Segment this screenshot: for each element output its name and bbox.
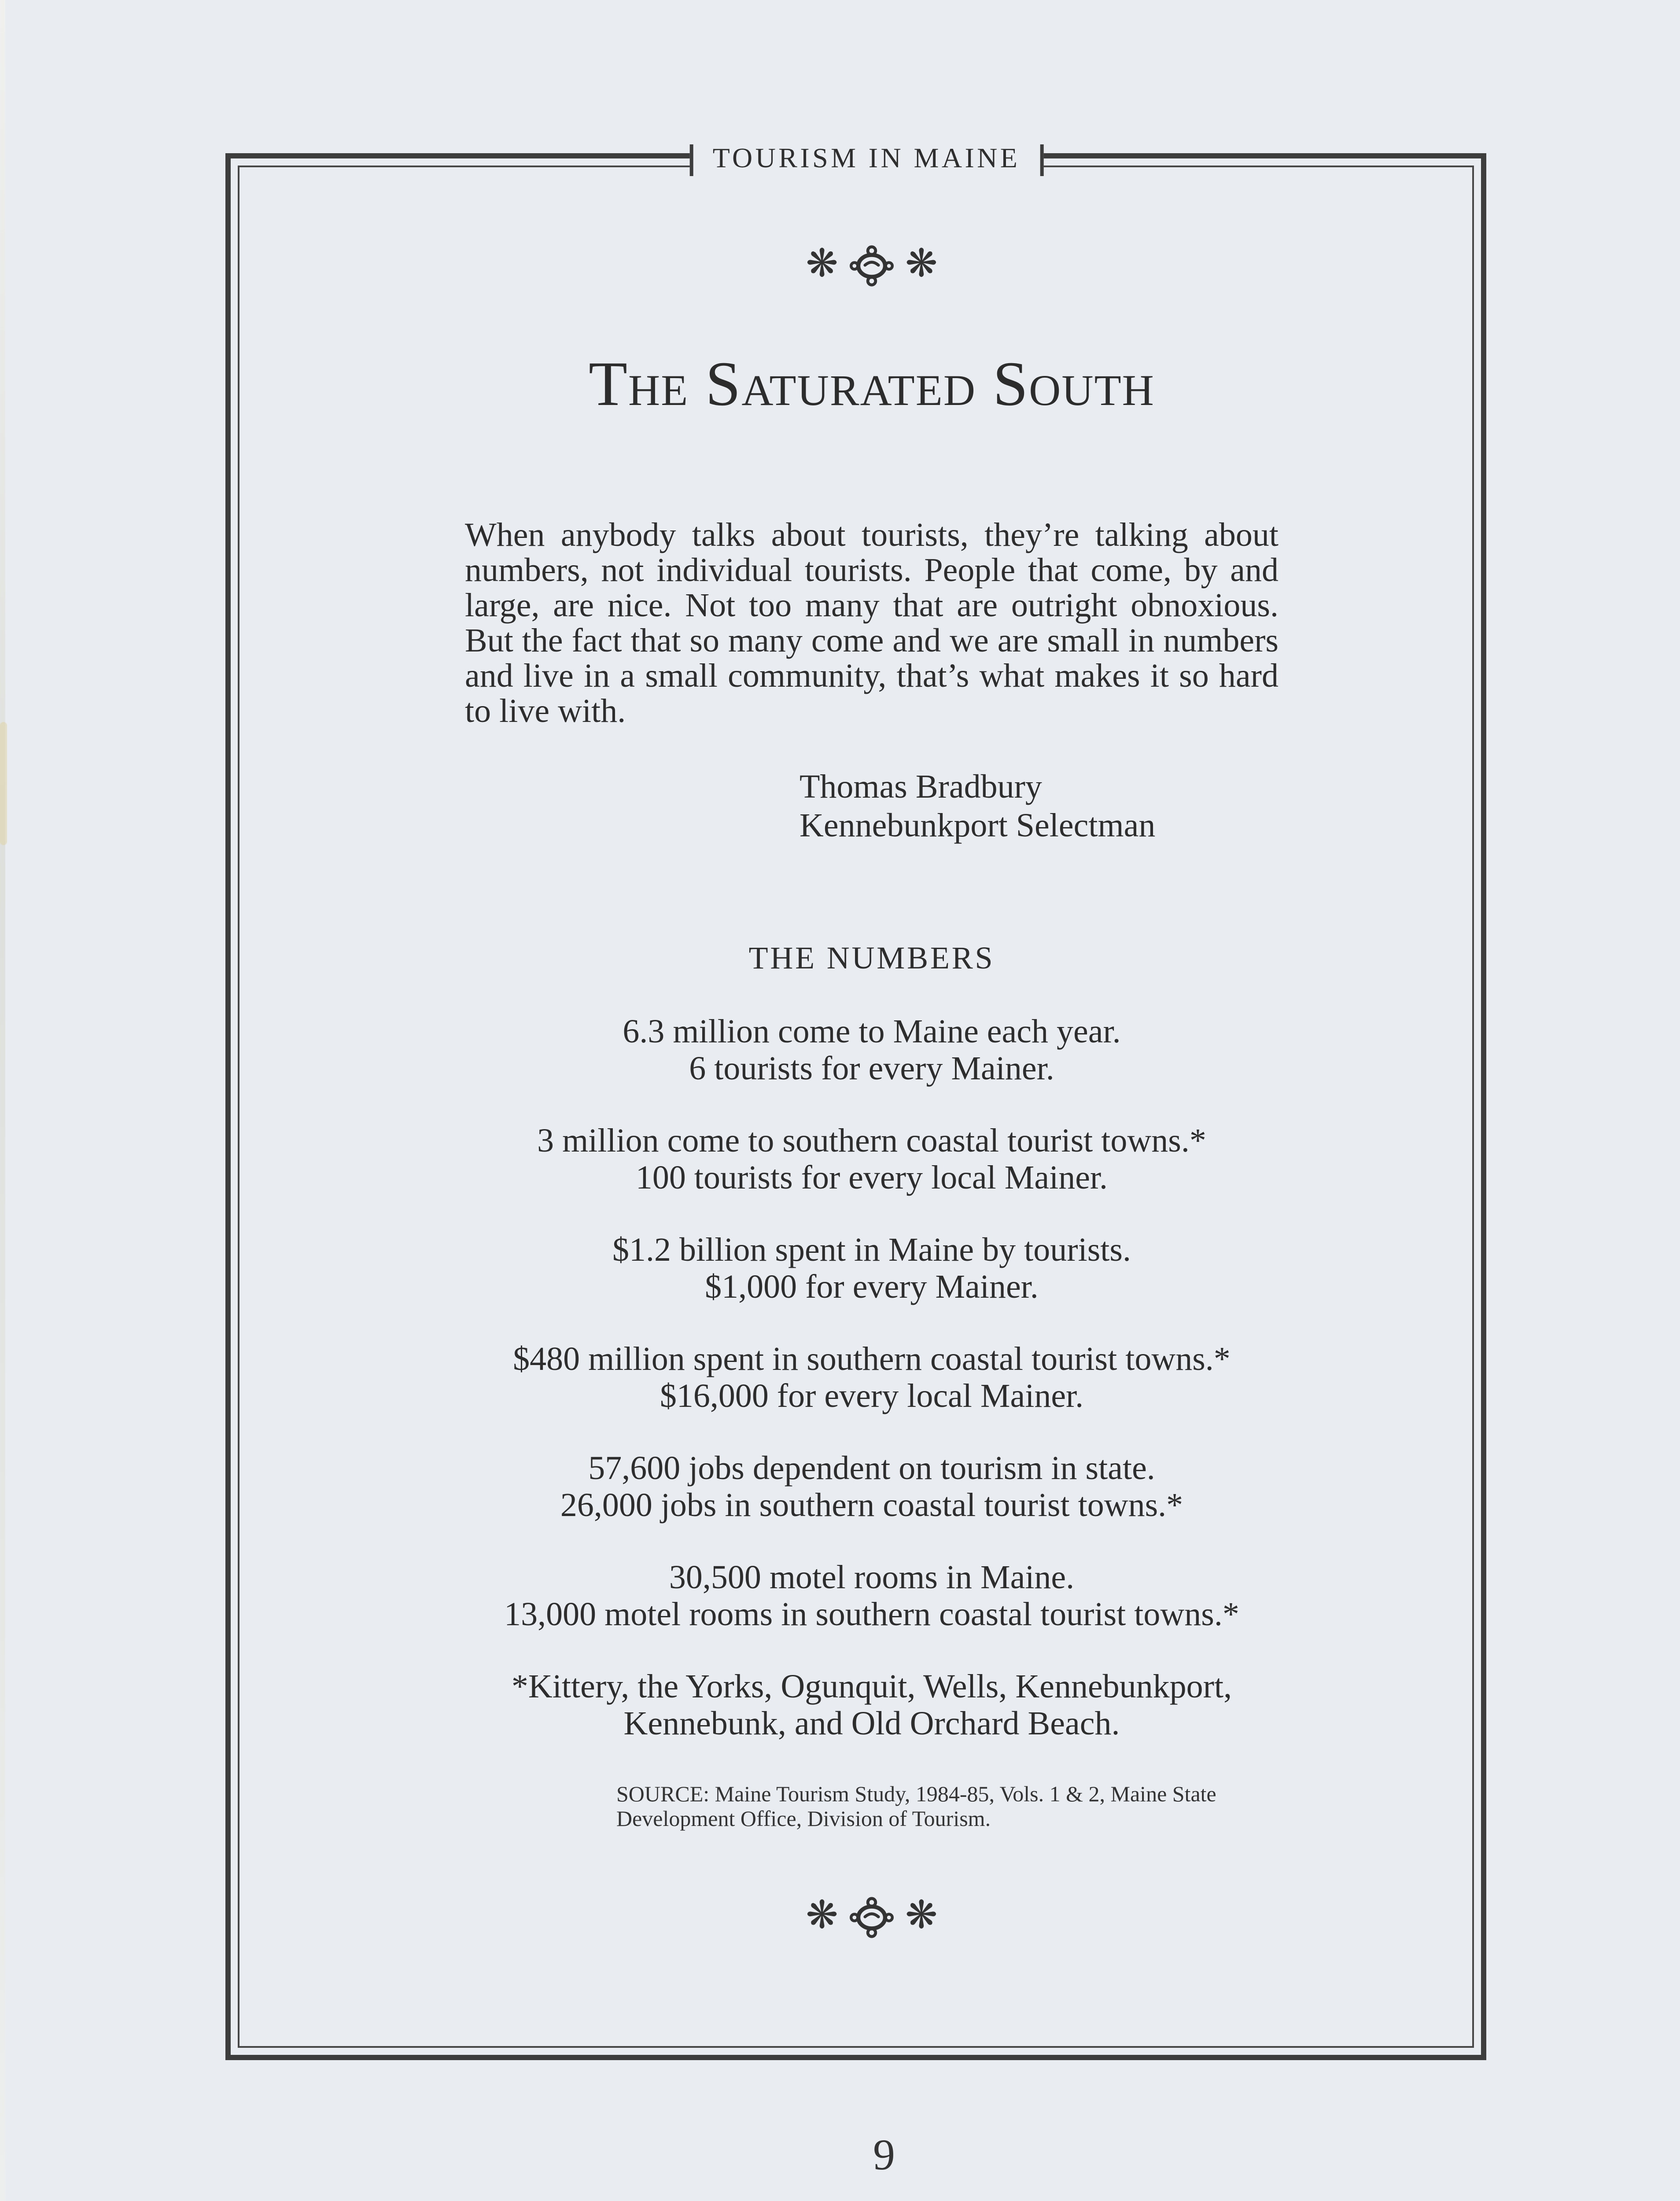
stat-line: $480 million spent in southern coastal tourist towns.* [513,1342,1231,1379]
medallion-icon [849,1896,895,1939]
attribution-name: Thomas Bradbury [799,769,1042,806]
page-number: 9 [873,2132,895,2180]
ornament-bottom [465,1896,1278,1939]
asterisk-icon: ❋ [905,1895,938,1939]
stat-line: 26,000 jobs in southern coastal tourist towns.* [560,1488,1183,1525]
stat-line: 30,500 motel rooms in Maine. [669,1560,1075,1597]
stat-line: 6.3 million come to Maine each year. [623,1014,1121,1051]
page-title: The Saturated South [589,349,1155,419]
stat-line: 3 million come to southern coastal tourist towns.* [537,1123,1206,1160]
scan-smudge [0,722,7,845]
quote-attribution [799,769,1278,847]
attribution-title: Kennebunkport Selectman [799,808,1156,845]
footnote-line: *Kittery, the Yorks, Ogunquit, Wells, Kennebunkport, [511,1669,1232,1706]
stat-group [465,1342,1278,1416]
source-note [616,1784,1303,1831]
stat-line: $1,000 for every Mainer. [705,1270,1039,1307]
asterisk-icon: ❋ [806,243,838,287]
running-head: TOURISM IN MAINE [690,144,1043,176]
stat-group [465,1233,1278,1307]
scan-edge [0,0,5,2201]
asterisk-icon: ❋ [806,1895,838,1939]
stat-line: 100 tourists for every local Mainer. [635,1160,1108,1197]
page-frame [225,144,1486,2060]
pull-quote: When anybody talks about tourists, they’re talking about numbers, not individual tourists. People that come, by and large, are nice. Not too many that are outright obnoxious. But the fact that so many come and we are small in numbers and live in a small community, that’s what makes it so hard to live with. [465,518,1278,731]
stat-line: $1.2 billion spent in Maine by tourists. [612,1233,1131,1270]
source-line: Development Office, Division of Tourism. [616,1806,991,1830]
stat-group [465,1123,1278,1197]
stat-line: 6 tourists for every Mainer. [689,1051,1054,1088]
stat-group [465,1451,1278,1525]
stat-line: 57,600 jobs dependent on tourism in state. [588,1451,1155,1488]
footnote-line: Kennebunk, and Old Orchard Beach. [623,1706,1120,1743]
stat-group [465,1560,1278,1634]
medallion-icon [849,245,895,287]
numbers-list [465,1014,1278,1743]
ornament-top [465,245,1278,287]
stat-group [465,1014,1278,1088]
page-content [231,158,1481,2055]
asterisk-icon: ❋ [905,243,938,287]
stat-line: $16,000 for every local Mainer. [659,1379,1084,1416]
numbers-heading: THE NUMBERS [748,940,995,975]
stat-line: 13,000 motel rooms in southern coastal tourist towns.* [504,1597,1239,1634]
towns-footnote [465,1669,1278,1743]
source-line: SOURCE: Maine Tourism Study, 1984-85, Vols. 1 & 2, Maine State [616,1782,1216,1807]
